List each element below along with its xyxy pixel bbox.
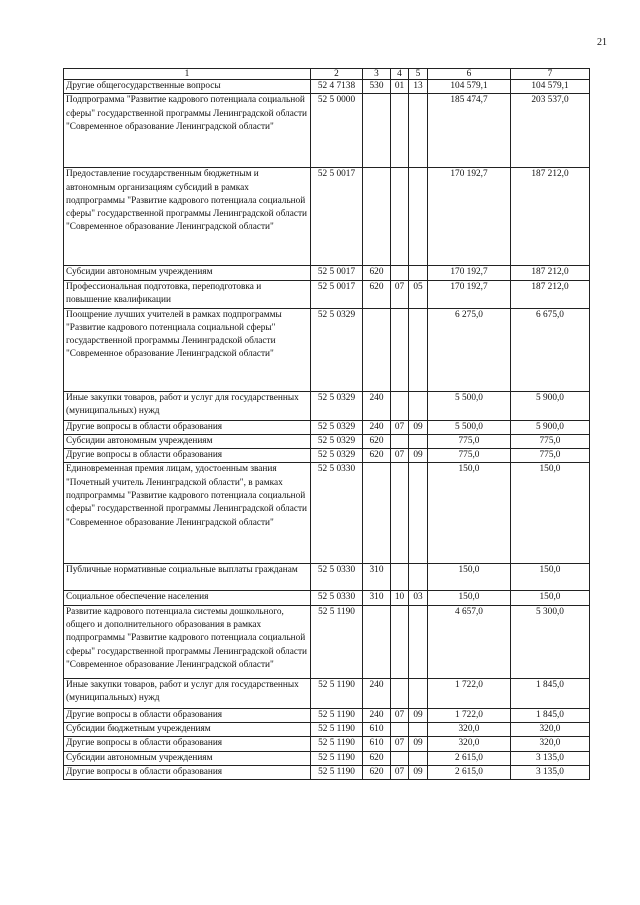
cell-amount-year-2: 187 212,0: [511, 280, 590, 308]
cell-expense-type: 620: [363, 449, 391, 463]
cell-target-code: 52 5 1190: [311, 605, 363, 678]
cell-amount-year-1: 185 474,7: [428, 94, 511, 168]
page-number: 21: [597, 37, 607, 48]
cell-amount-year-2: 5 900,0: [511, 391, 590, 420]
cell-amount-year-1: 150,0: [428, 564, 511, 591]
table-row: [64, 723, 590, 737]
cell-description: Субсидии автономным учреждениям: [64, 751, 311, 765]
table-row: [64, 94, 590, 168]
cell-subsection: [409, 751, 428, 765]
cell-subsection: [409, 94, 428, 168]
cell-amount-year-1: 320,0: [428, 737, 511, 751]
cell-amount-year-1: 170 192,7: [428, 280, 511, 308]
cell-section: 07: [391, 737, 409, 751]
cell-description: Единовременная премия лицам, удостоенным звания "Почетный учитель Ленинградской области", в рамках подпрограммы "Развитие кадрового потенциала социальной сферы" государственной программы Ленинградской области "Современное образование Ленинградской области": [64, 463, 311, 564]
cell-target-code: 52 5 0329: [311, 308, 363, 391]
cell-amount-year-2: 203 537,0: [511, 94, 590, 168]
cell-amount-year-1: 6 275,0: [428, 308, 511, 391]
cell-amount-year-2: 150,0: [511, 591, 590, 605]
cell-amount-year-1: 4 657,0: [428, 605, 511, 678]
table-row: [64, 308, 590, 391]
table-body: [64, 80, 590, 780]
cell-expense-type: 620: [363, 434, 391, 448]
cell-expense-type: 240: [363, 708, 391, 722]
table-row: [64, 266, 590, 280]
cell-expense-type: 610: [363, 723, 391, 737]
cell-target-code: 52 5 0329: [311, 391, 363, 420]
cell-amount-year-1: 2 615,0: [428, 751, 511, 765]
cell-amount-year-1: 320,0: [428, 723, 511, 737]
cell-expense-type: 240: [363, 678, 391, 708]
header-row: [64, 69, 590, 80]
header-cell: 3: [363, 69, 391, 80]
cell-target-code: 52 5 0329: [311, 420, 363, 434]
table-row: [64, 678, 590, 708]
cell-expense-type: 620: [363, 280, 391, 308]
cell-expense-type: 240: [363, 420, 391, 434]
cell-amount-year-2: 187 212,0: [511, 266, 590, 280]
cell-amount-year-2: 150,0: [511, 463, 590, 564]
cell-subsection: 05: [409, 280, 428, 308]
header-cell: 5: [409, 69, 428, 80]
cell-subsection: 09: [409, 737, 428, 751]
cell-expense-type: 530: [363, 80, 391, 94]
table-row: [64, 391, 590, 420]
cell-section: [391, 434, 409, 448]
cell-subsection: [409, 605, 428, 678]
cell-description: Другие общегосударственные вопросы: [64, 80, 311, 94]
cell-description: Субсидии автономным учреждениям: [64, 434, 311, 448]
table-row: [64, 591, 590, 605]
cell-target-code: 52 5 0330: [311, 591, 363, 605]
table-row: [64, 708, 590, 722]
table-row: [64, 168, 590, 266]
cell-subsection: 09: [409, 708, 428, 722]
cell-target-code: 52 5 1190: [311, 737, 363, 751]
cell-expense-type: [363, 168, 391, 266]
cell-section: [391, 94, 409, 168]
cell-expense-type: [363, 94, 391, 168]
cell-amount-year-2: 150,0: [511, 564, 590, 591]
cell-amount-year-1: 2 615,0: [428, 765, 511, 779]
cell-description: Другие вопросы в области образования: [64, 765, 311, 779]
cell-subsection: 09: [409, 765, 428, 779]
cell-description: Поощрение лучших учителей в рамках подпрограммы "Развитие кадрового потенциала социальной сферы" государственной программы Ленинградской области "Современное образование Ленинградской области": [64, 308, 311, 391]
cell-description: Иные закупки товаров, работ и услуг для государственных (муниципальных) нужд: [64, 678, 311, 708]
cell-amount-year-2: 187 212,0: [511, 168, 590, 266]
cell-description: Развитие кадрового потенциала системы дошкольного, общего и дополнительного образования в рамках подпрограммы "Развитие кадрового потенциала социальной сферы" государственной программы Ленинградской области "Современное образование Ленинградской области": [64, 605, 311, 678]
cell-description: Другие вопросы в области образования: [64, 449, 311, 463]
cell-target-code: 52 5 1190: [311, 751, 363, 765]
cell-subsection: [409, 434, 428, 448]
table-row: [64, 765, 590, 779]
table-row: [64, 751, 590, 765]
cell-amount-year-2: 5 300,0: [511, 605, 590, 678]
cell-amount-year-1: 1 722,0: [428, 708, 511, 722]
table-row: [64, 463, 590, 564]
cell-amount-year-2: 320,0: [511, 723, 590, 737]
cell-target-code: 52 5 0017: [311, 266, 363, 280]
cell-section: 07: [391, 449, 409, 463]
cell-expense-type: 310: [363, 591, 391, 605]
cell-description: Публичные нормативные социальные выплаты гражданам: [64, 564, 311, 591]
header-cell: 7: [511, 69, 590, 80]
cell-expense-type: 620: [363, 751, 391, 765]
cell-subsection: [409, 723, 428, 737]
cell-amount-year-2: 104 579,1: [511, 80, 590, 94]
cell-target-code: 52 5 1190: [311, 765, 363, 779]
cell-expense-type: 610: [363, 737, 391, 751]
cell-target-code: 52 5 0330: [311, 564, 363, 591]
cell-amount-year-1: 775,0: [428, 449, 511, 463]
header-cell: 4: [391, 69, 409, 80]
cell-description: Подпрограмма "Развитие кадрового потенциала социальной сферы" государственной программы Ленинградской области "Современное образование Ленинградской области": [64, 94, 311, 168]
cell-amount-year-1: 170 192,7: [428, 168, 511, 266]
table-row: [64, 280, 590, 308]
cell-description: Другие вопросы в области образования: [64, 708, 311, 722]
cell-section: 07: [391, 765, 409, 779]
cell-subsection: [409, 678, 428, 708]
cell-subsection: [409, 266, 428, 280]
cell-amount-year-1: 1 722,0: [428, 678, 511, 708]
cell-expense-type: [363, 463, 391, 564]
cell-section: [391, 266, 409, 280]
cell-expense-type: [363, 605, 391, 678]
cell-section: [391, 723, 409, 737]
cell-section: [391, 605, 409, 678]
table-row: [64, 434, 590, 448]
cell-amount-year-1: 775,0: [428, 434, 511, 448]
cell-target-code: 52 5 0329: [311, 434, 363, 448]
cell-subsection: 09: [409, 420, 428, 434]
cell-amount-year-2: 5 900,0: [511, 420, 590, 434]
cell-section: [391, 308, 409, 391]
cell-amount-year-2: 3 135,0: [511, 751, 590, 765]
cell-description: Иные закупки товаров, работ и услуг для государственных (муниципальных) нужд: [64, 391, 311, 420]
cell-section: 07: [391, 420, 409, 434]
cell-description: Другие вопросы в области образования: [64, 420, 311, 434]
cell-amount-year-2: 775,0: [511, 449, 590, 463]
cell-description: Субсидии автономным учреждениям: [64, 266, 311, 280]
cell-amount-year-2: 3 135,0: [511, 765, 590, 779]
cell-subsection: 09: [409, 449, 428, 463]
budget-table: [63, 68, 590, 780]
cell-target-code: 52 4 7138: [311, 80, 363, 94]
cell-description: Предоставление государственным бюджетным и автономным организациям субсидий в рамках подпрограммы "Развитие кадрового потенциала социальной сферы" государственной программы Ленинградской области "Современное образование Ленинградской области": [64, 168, 311, 266]
cell-target-code: 52 5 1190: [311, 708, 363, 722]
cell-amount-year-1: 104 579,1: [428, 80, 511, 94]
cell-amount-year-1: 150,0: [428, 591, 511, 605]
cell-target-code: 52 5 0330: [311, 463, 363, 564]
cell-subsection: [409, 564, 428, 591]
cell-expense-type: 620: [363, 266, 391, 280]
cell-description: Другие вопросы в области образования: [64, 737, 311, 751]
table-row: [64, 737, 590, 751]
header-cell: 6: [428, 69, 511, 80]
cell-section: 07: [391, 708, 409, 722]
cell-target-code: 52 5 0017: [311, 280, 363, 308]
cell-amount-year-1: 170 192,7: [428, 266, 511, 280]
cell-target-code: 52 5 0017: [311, 168, 363, 266]
table-row: [64, 80, 590, 94]
cell-target-code: 52 5 0000: [311, 94, 363, 168]
cell-section: [391, 751, 409, 765]
cell-subsection: 03: [409, 591, 428, 605]
cell-amount-year-1: 5 500,0: [428, 391, 511, 420]
table-row: [64, 449, 590, 463]
cell-target-code: 52 5 1190: [311, 723, 363, 737]
cell-amount-year-1: 5 500,0: [428, 420, 511, 434]
cell-subsection: [409, 391, 428, 420]
cell-section: [391, 678, 409, 708]
cell-amount-year-2: 320,0: [511, 737, 590, 751]
cell-amount-year-2: 6 675,0: [511, 308, 590, 391]
cell-section: [391, 391, 409, 420]
cell-subsection: 13: [409, 80, 428, 94]
table-row: [64, 605, 590, 678]
cell-subsection: [409, 463, 428, 564]
cell-amount-year-2: 1 845,0: [511, 678, 590, 708]
table-row: [64, 420, 590, 434]
cell-expense-type: 620: [363, 765, 391, 779]
table-row: [64, 564, 590, 591]
cell-section: [391, 168, 409, 266]
header-cell: 1: [64, 69, 311, 80]
cell-amount-year-2: 775,0: [511, 434, 590, 448]
cell-section: 01: [391, 80, 409, 94]
cell-description: Профессиональная подготовка, переподготовка и повышение квалификации: [64, 280, 311, 308]
cell-subsection: [409, 168, 428, 266]
cell-target-code: 52 5 1190: [311, 678, 363, 708]
cell-amount-year-1: 150,0: [428, 463, 511, 564]
cell-subsection: [409, 308, 428, 391]
cell-expense-type: 310: [363, 564, 391, 591]
cell-description: Социальное обеспечение населения: [64, 591, 311, 605]
header-cell: 2: [311, 69, 363, 80]
cell-section: 07: [391, 280, 409, 308]
cell-expense-type: [363, 308, 391, 391]
cell-expense-type: 240: [363, 391, 391, 420]
cell-section: [391, 463, 409, 564]
cell-target-code: 52 5 0329: [311, 449, 363, 463]
cell-amount-year-2: 1 845,0: [511, 708, 590, 722]
cell-section: 10: [391, 591, 409, 605]
cell-description: Субсидии бюджетным учреждениям: [64, 723, 311, 737]
cell-section: [391, 564, 409, 591]
